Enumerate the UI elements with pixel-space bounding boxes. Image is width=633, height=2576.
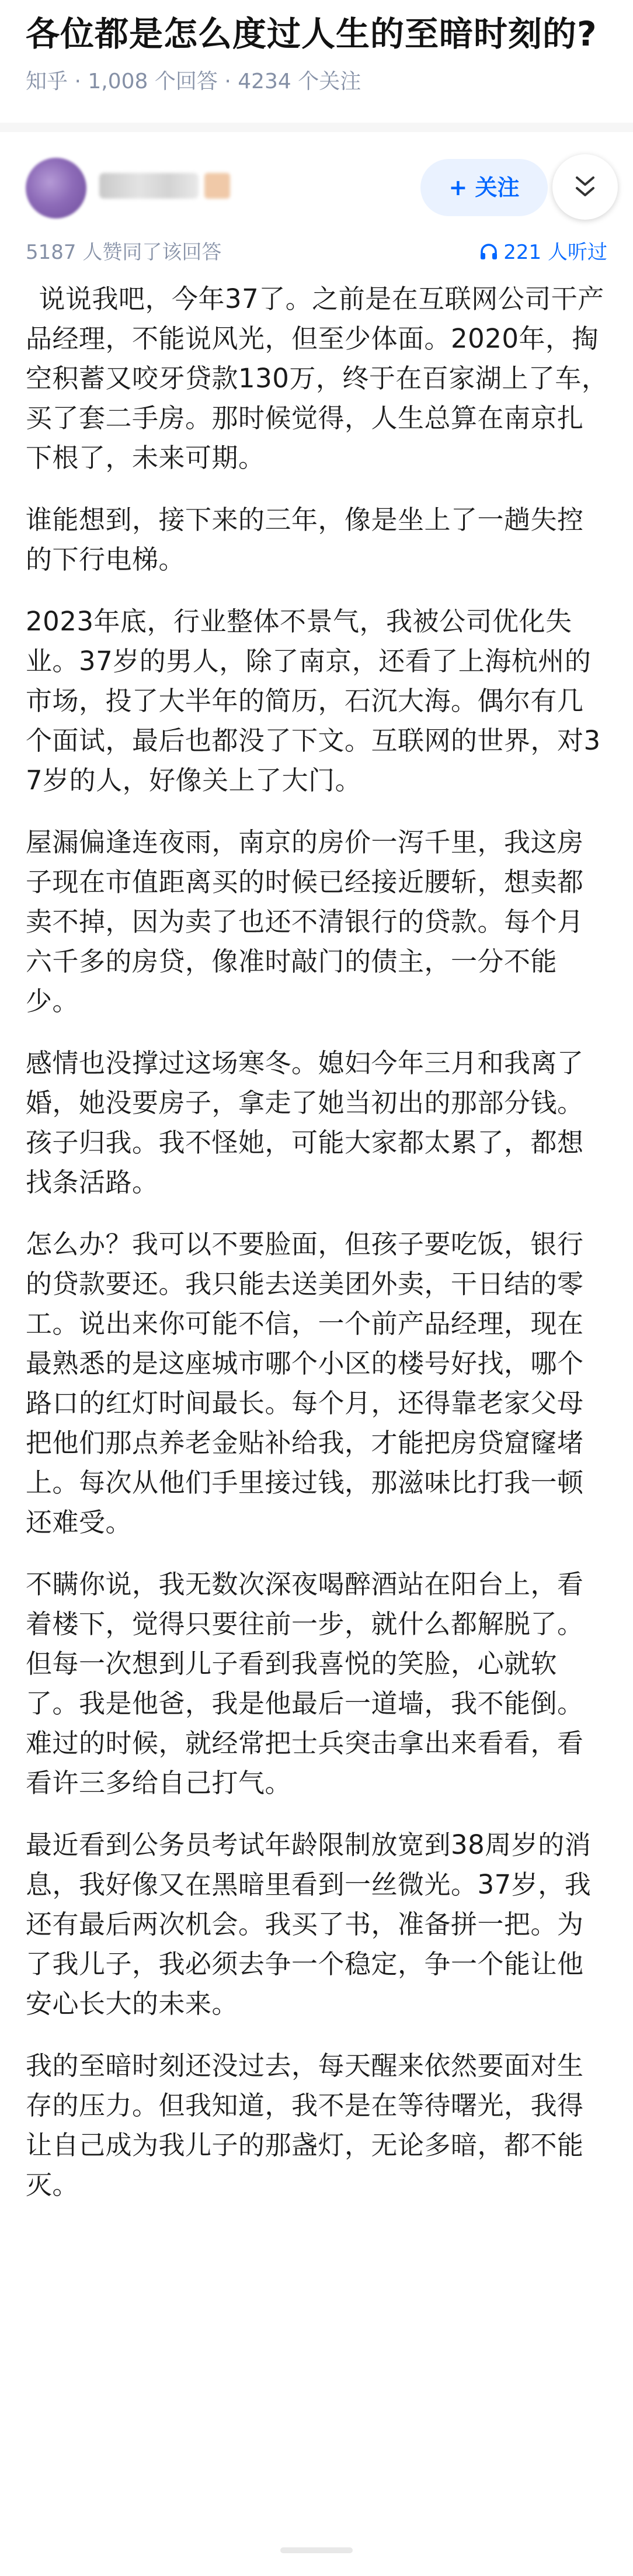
listeners-count: 221 人听过 — [503, 241, 607, 264]
answer-paragraph: 怎么办？我可以不要脸面，但孩子要吃饭，银行的贷款要还。我只能去送美团外卖，干日结的零工。说出来你可能不信，一个前产品经理，现在最熟悉的是这座城市哪个小区的楼号好找，哪个路口的红灯时间最长。每个月，还得靠老家父母把他们那点养老金贴补给我，才能把房贷窟窿堵上。每次从他们手里接过钱，那滋味比打我一顿还难受。 — [26, 1229, 584, 1538]
answer-paragraph: 屋漏偏逢连夜雨，南京的房价一泻千里，我这房子现在市值距离买的时候已经接近腰斩，想卖都卖不掉，因为卖了也还不清银行的贷款。每个月六千多的房贷，像准时敲门的债主，一分不能少。 — [26, 827, 584, 1017]
author-avatar[interactable] — [26, 158, 86, 219]
answer-content — [26, 279, 610, 2227]
answer-paragraph: 谁能想到，接下来的三年，像是坐上了一趟失控的下行电梯。 — [26, 504, 584, 575]
answer-paragraph: 说说我吧，今年37了。之前是在互联网公司干产品经理，不能说风光，但至少体面。2020年，掏空积蓄又咬牙贷款130万，终于在百家湖上了车，买了套二手房。那时候觉得，人生总算在南京扎下根了，未来可期。 — [26, 283, 608, 473]
author-badge-blurred — [204, 173, 230, 199]
author-name-blurred[interactable] — [99, 173, 199, 199]
collapse-button[interactable] — [552, 154, 618, 220]
headphones-icon — [479, 242, 499, 262]
question-source[interactable]: 知乎 — [26, 70, 68, 93]
home-indicator — [280, 2547, 353, 2553]
question-meta — [26, 68, 361, 96]
follower-count: 4234 个关注 — [238, 70, 361, 93]
answer-count[interactable]: 1,008 个回答 — [88, 70, 218, 93]
answer-paragraph: 不瞒你说，我无数次深夜喝醉酒站在阳台上，看着楼下，觉得只要往前一步，就什么都解脱了。但每一次想到儿子看到我喜悦的笑脸，心就软了。我是他爸，我是他最后一道墙，我不能倒。难过的时候，就经常把士兵突击拿出来看看，看看许三多给自己打气。 — [26, 1569, 584, 1798]
answer-paragraph: 感情也没撑过这场寒冬。媳妇今年三月和我离了婚，她没要房子，拿走了她当初出的那部分钱。孩子归我。我不怪她，可能大家都太累了，都想找条活路。 — [26, 1048, 584, 1198]
meta-separator: · — [217, 70, 238, 93]
section-divider — [0, 123, 633, 132]
meta-separator: · — [68, 70, 88, 93]
question-header — [0, 0, 633, 129]
likes-count: 5187 人赞同了该回答 — [26, 241, 222, 264]
answer-paragraph: 我的至暗时刻还没过去，每天醒来依然要面对生存的压力。但我知道，我不是在等待曙光，我得让自己成为我儿子的那盏灯，无论多暗，都不能灭。 — [26, 2050, 584, 2200]
follow-button[interactable]: + 关注 — [420, 159, 548, 216]
answer-stats — [0, 234, 633, 269]
double-chevron-down-icon — [570, 172, 600, 202]
author-row — [0, 132, 633, 231]
answer-paragraph: 2023年底，行业整体不景气，我被公司优化失业。37岁的男人，除了南京，还看了上海杭州的市场，投了大半年的简历，石沉大海。偶尔有几个面试，最后也都没了下文。互联网的世界，对37岁的人，好像关上了大门。 — [26, 606, 601, 796]
listen-button[interactable] — [479, 240, 607, 265]
answer-paragraph: 最近看到公务员考试年龄限制放宽到38周岁的消息，我好像又在黑暗里看到一丝微光。37岁，我还有最后两次机会。我买了书，准备拼一把。为了我儿子，我必须去争一个稳定，争一个能让他安心长大的未来。 — [26, 1829, 592, 2019]
question-title[interactable]: 各位都是怎么度过人生的至暗时刻的? — [26, 14, 597, 54]
